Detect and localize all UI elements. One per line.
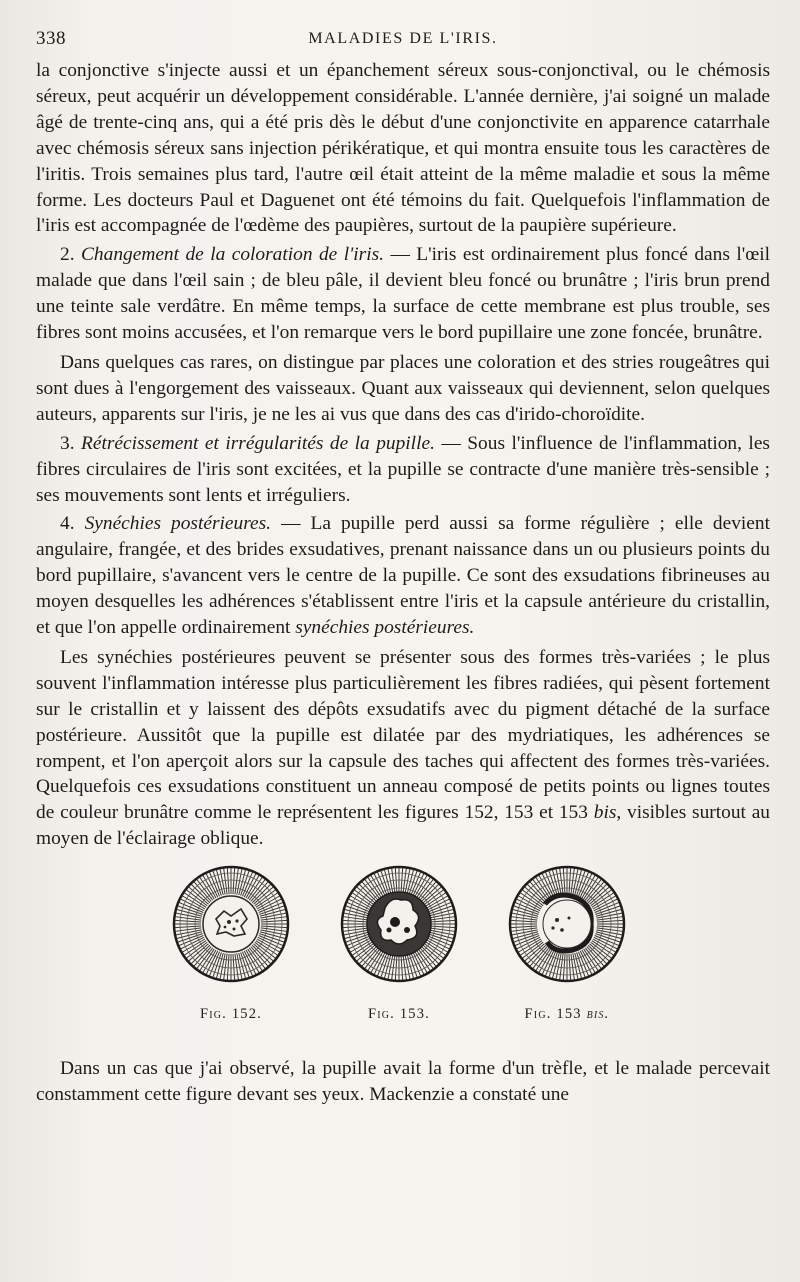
iris-illustration-153 bbox=[339, 864, 459, 984]
section-number: 4. bbox=[60, 513, 75, 535]
figure-153-bis bbox=[482, 864, 652, 1023]
caption-label: Fig. 153 bbox=[524, 1006, 582, 1023]
paragraph-continuation: la conjonctive s'injecte aussi et un épanchement séreux sous-conjonctival, ou le chémosis séreux, peut acquérir un développement considérable. L'année dernière, j'ai soigné un malade âgé de trente-cinq ans, qui a été pris dès le début d'une conjonctivite en apparence catarrhale avec chémosis séreux sans injection périkératique, et qui montra ensuite tous les caractères de l'iritis. Trois semaines plus tard, l'autre œil était atteint de la même maladie et sous la même forme. Les docteurs Paul et Daguenet ont été témoins du fait. Quelquefois l'inflammation de l'iris est accompagnée de l'œdème des paupières, surtout de la paupière supérieure. bbox=[36, 60, 770, 237]
figure-row bbox=[36, 864, 770, 1050]
section-pupille bbox=[36, 431, 770, 509]
section-text: — La pupille perd aussi sa forme régulière ; elle devient angulaire, frangée, et des brides exsudatives, prenant naissance dans un ou plusieurs points du bord pupillaire, s'avancent vers le centre de la pupille. Ce sont des exsudations fibrineuses au moyen desquelles les adhérences s'établissent entre l'iris et la capsule antérieure du cristallin, et que l'on appelle ordinairement bbox=[36, 513, 770, 639]
figure-caption bbox=[314, 1006, 484, 1023]
figure-153 bbox=[314, 864, 484, 1023]
section-title: Synéchies postérieures. bbox=[84, 513, 272, 535]
running-head bbox=[36, 22, 770, 58]
figure-caption bbox=[146, 1006, 316, 1023]
page-number: 338 bbox=[36, 28, 66, 49]
caption-label: Fig. 153. bbox=[367, 1006, 431, 1023]
figure-caption bbox=[482, 1006, 652, 1023]
section-coloration bbox=[36, 242, 770, 346]
paragraph-trefle: Dans un cas que j'ai observé, la pupille avait la forme d'un trèfle, et le malade percevait constamment cette figure devant ses yeux. Mackenzie a constaté une bbox=[36, 1058, 770, 1106]
iris-illustration-153-bis bbox=[507, 864, 627, 984]
section-title: Changement de la coloration de l'iris. bbox=[81, 244, 384, 266]
section-number: 3. bbox=[60, 432, 75, 454]
paragraph-vaisseaux: Dans quelques cas rares, on distingue par places une coloration et des stries rougeâtres qui sont dues à l'engorgement des vaisseaux. Quant aux vaisseaux qui deviennent, selon quelques auteurs, apparents sur l'iris, je ne les ai vus que dans des cas d'irido-choroïdite. bbox=[36, 351, 770, 425]
paragraph-formes bbox=[36, 645, 770, 852]
section-synechies bbox=[36, 511, 770, 641]
section-number: 2. bbox=[60, 244, 75, 266]
term-synechies: synéchies postérieures. bbox=[295, 617, 475, 639]
bis-marker: bis bbox=[593, 802, 617, 824]
section-title: Rétrécissement et irrégularités de la pupille. bbox=[81, 432, 435, 454]
figure-152 bbox=[146, 864, 316, 1023]
running-title: MALADIES DE L'IRIS. bbox=[308, 30, 498, 47]
iris-illustration-152 bbox=[171, 864, 291, 984]
paragraph-text: , visibles surtout au moyen de l'éclairage oblique. bbox=[36, 802, 771, 850]
caption-label: Fig. 152. bbox=[199, 1006, 263, 1023]
section-text: — L'iris est ordinairement plus foncé dans l'œil malade que dans l'œil sain ; de bleu pâle, il devient bleu foncé ou brunâtre ; l'iris brun prend une teinte sale verdâtre. En même temps, la surface de cette membrane est plus trouble, ses fibres sont moins accusées, et l'on remarque vers le bord pupillaire une zone foncée, brunâtre. bbox=[36, 244, 770, 344]
body-text bbox=[36, 58, 770, 852]
section-text: — Sous l'influence de l'inflammation, les fibres circulaires de l'iris sont excitées, et la pupille se contracte d'une manière très-sensible ; ses mouvements sont lents et irréguliers. bbox=[36, 432, 770, 506]
paragraph-text: Les synéchies postérieures peuvent se présenter sous des formes très-variées ; le plus souvent l'inflammation intéresse plus particulièrement les fibres radiées, qui pèsent fortement sur le cristallin et y laissent des dépôts exsudatifs avec du pigment détaché de la surface postérieure. Aussitôt que la pupille est dilatée par des mydriatiques, les adhérences se rompent, et l'on aperçoit alors sur la capsule des taches qui affectent des formes très-variées. Quelquefois ces exsudations constituent un anneau composé de petits points ou lignes toutes de couleur brunâtre comme le représentent les figures 152, 153 et 153 bbox=[36, 646, 770, 824]
body-text-continued bbox=[36, 1056, 770, 1108]
caption-bis: bis. bbox=[586, 1006, 610, 1023]
